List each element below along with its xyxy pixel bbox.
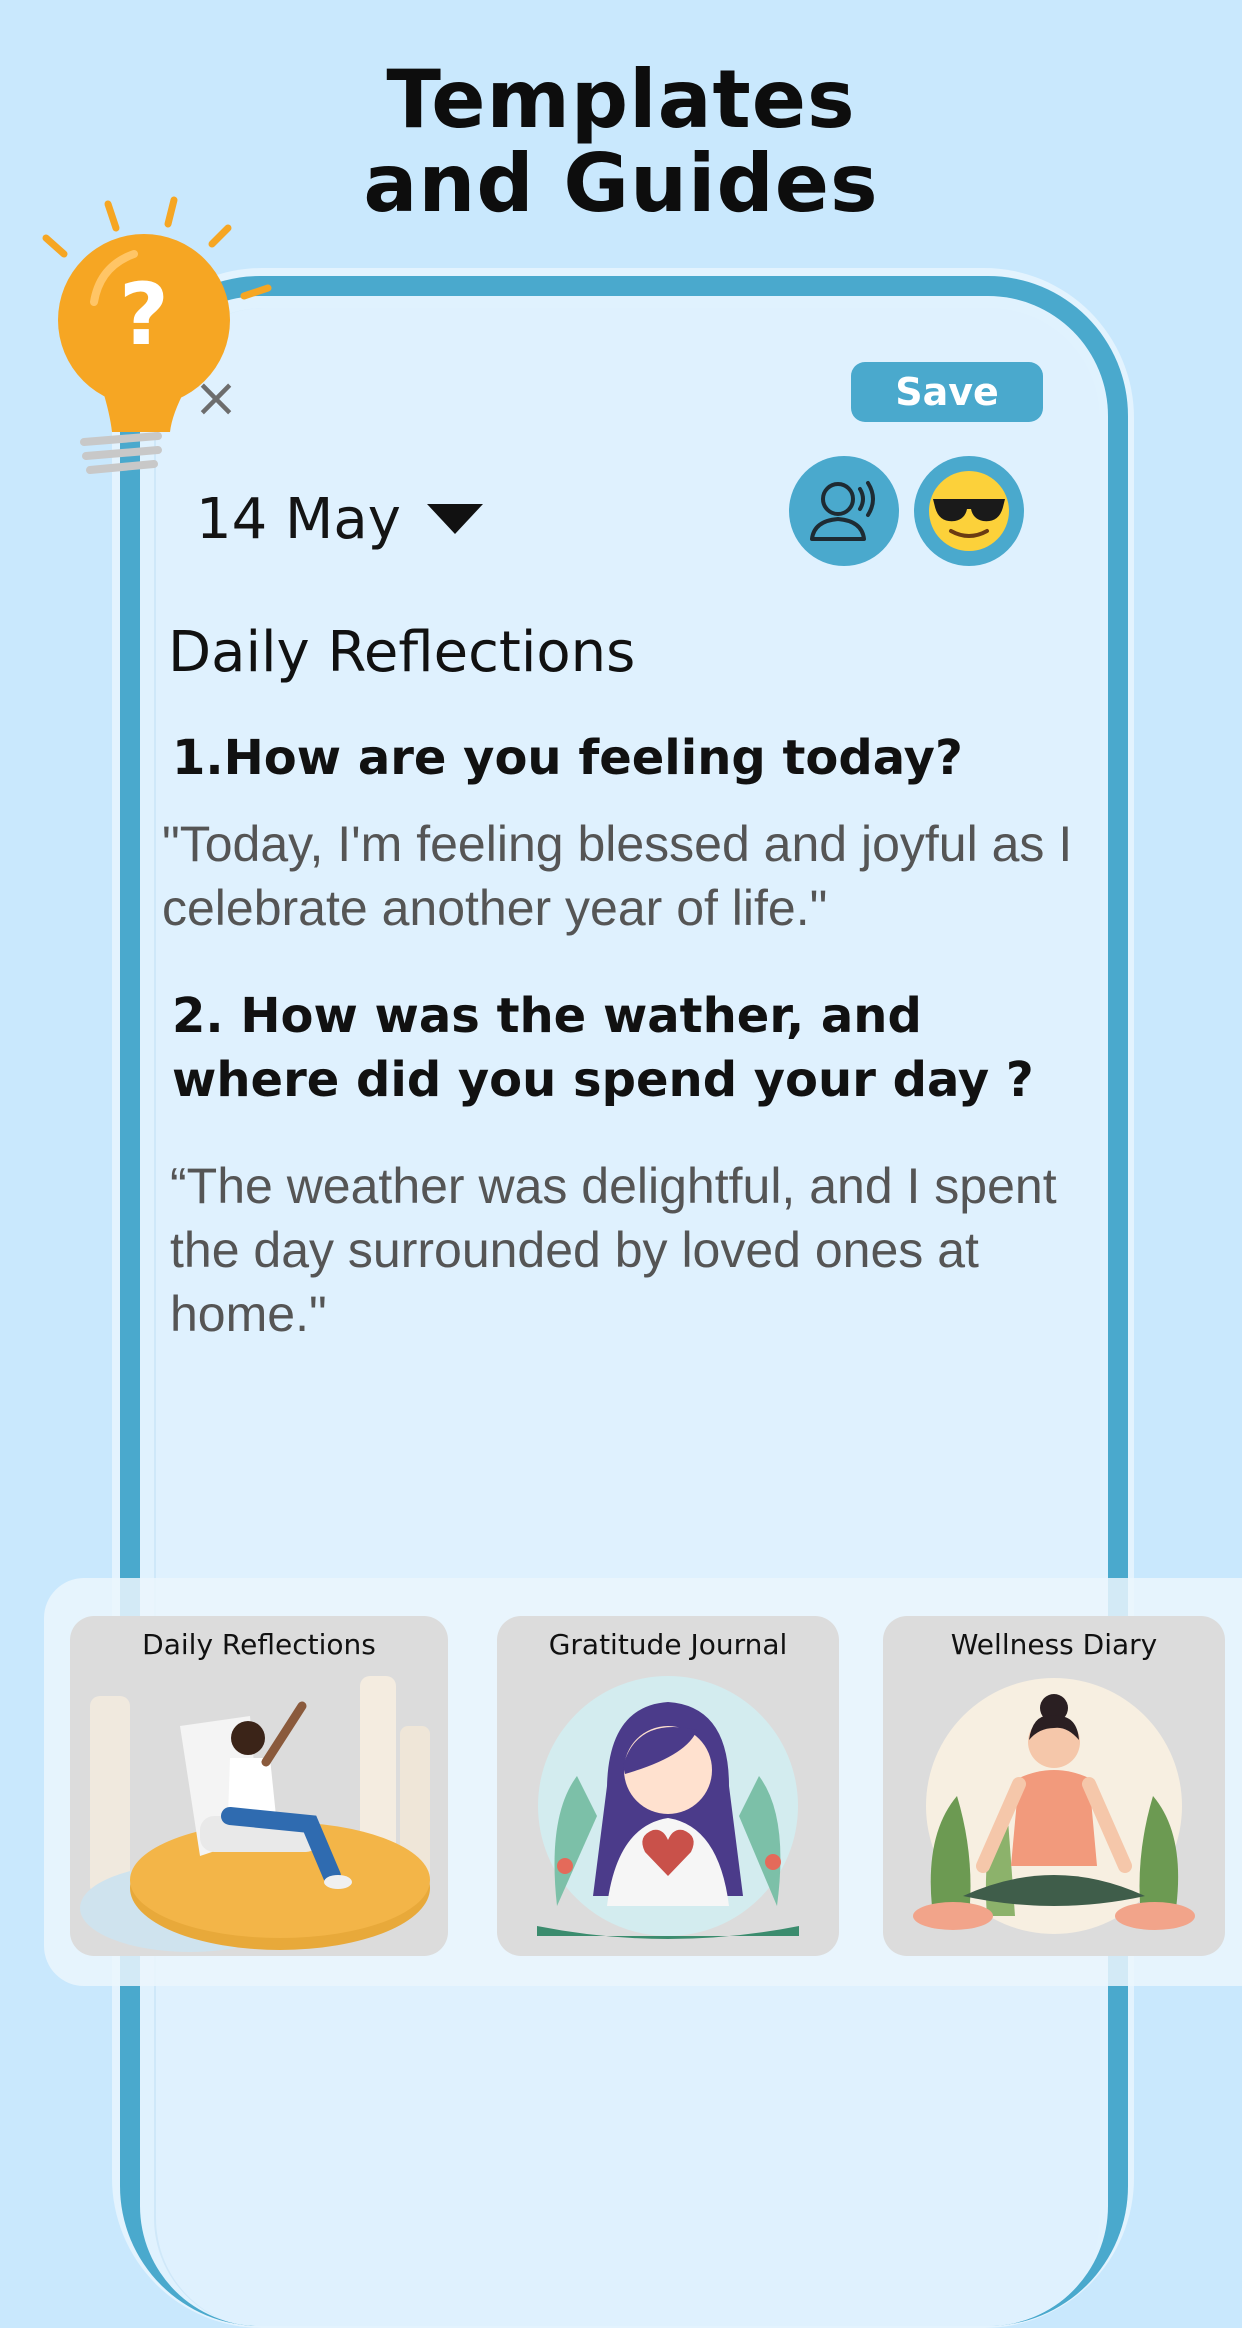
date-dropdown[interactable] <box>196 484 483 554</box>
headline-line-2: and Guides <box>363 137 879 230</box>
gratitude-illustration <box>497 1666 839 1956</box>
question-1: 1.How are you feeling today? <box>172 730 963 786</box>
date-label: 14 May <box>196 486 401 552</box>
close-button[interactable] <box>190 366 242 429</box>
close-icon: × <box>193 366 239 429</box>
wellness-illustration <box>883 1666 1225 1956</box>
question-2: 2. How was the wather, and where did you spend your day ? <box>172 988 1034 1108</box>
svg-text:?: ? <box>119 265 169 365</box>
template-card-daily-reflections[interactable] <box>70 1616 448 1956</box>
template-card-label: Gratitude Journal <box>548 1628 788 1661</box>
save-button[interactable]: Save <box>851 362 1043 422</box>
voice-person-icon <box>804 471 884 551</box>
template-card-wellness-diary[interactable] <box>883 1616 1225 1956</box>
reflection-illustration <box>70 1666 448 1956</box>
voice-input-button[interactable] <box>789 456 899 566</box>
template-card-label: Wellness Diary <box>950 1628 1158 1661</box>
lightbulb-question-icon <box>38 192 278 482</box>
answer-1[interactable]: "Today, I'm feeling blessed and joyful as I celebrate another year of life." <box>162 816 1073 936</box>
caret-down-icon <box>427 504 483 534</box>
headline-line-1: Templates <box>386 53 856 146</box>
template-card-gratitude-journal[interactable] <box>497 1616 839 1956</box>
template-title: Daily Reflections <box>168 620 636 685</box>
sunglasses-emoji-icon <box>925 467 1013 555</box>
answer-2[interactable]: “The weather was delightful, and I spent the day surrounded by loved ones at home." <box>170 1158 1057 1342</box>
template-card-label: Daily Reflections <box>142 1628 376 1661</box>
mood-button[interactable] <box>914 456 1024 566</box>
